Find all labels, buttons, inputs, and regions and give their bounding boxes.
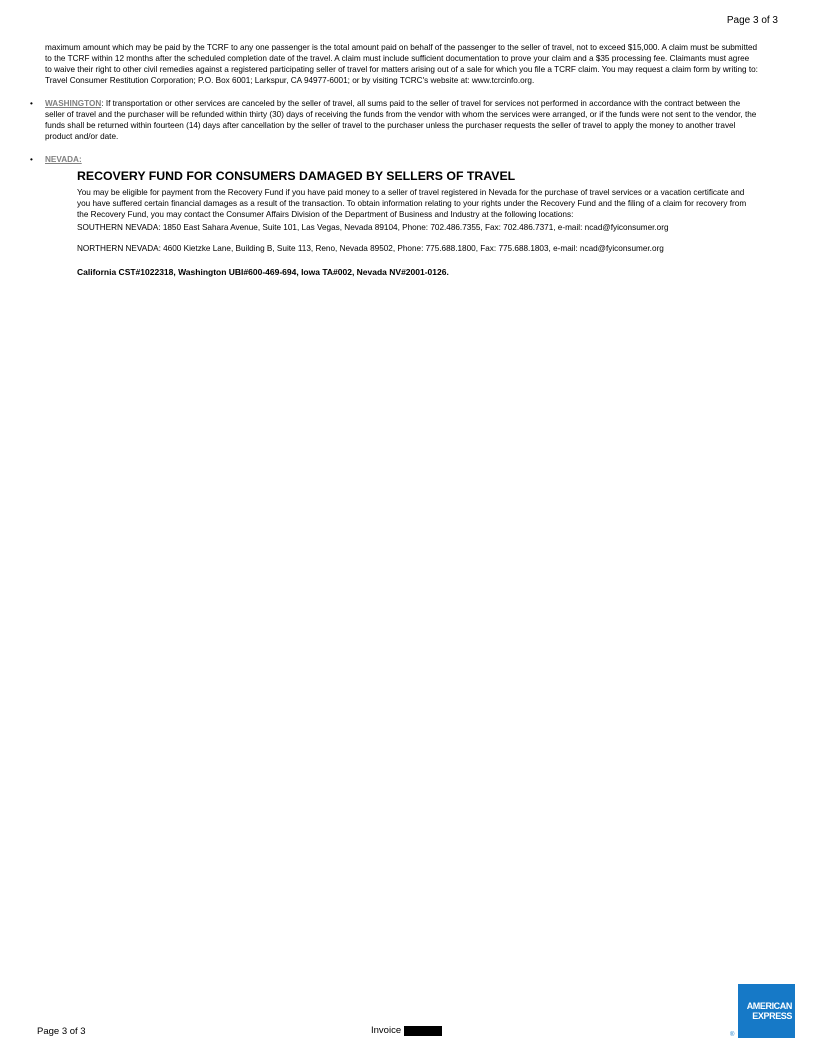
southern-nevada-address: SOUTHERN NEVADA: 1850 East Sahara Avenue, Suite 101, Las Vegas, Nevada 89104, Phone: 702.486.7355, Fax: 702.486.7371, e-mail: ncad@fyiconsumer.org: [77, 223, 669, 232]
bullet-marker: •: [30, 155, 33, 164]
washington-section: [30, 98, 758, 142]
page-number-footer: Page 3 of 3: [37, 1026, 86, 1037]
logo-text-american: AMERICAN: [746, 1001, 792, 1011]
registered-mark-icon: ®: [730, 1032, 735, 1038]
american-express-logo: [738, 984, 795, 1038]
recovery-fund-paragraph: You may be eligible for payment from the Recovery Fund if you have paid money to a seller of travel registered in Nevada for the purchase of travel services or a vacation certificate and you have suffered certain financial damages as a result of the transaction. To obtain information relating to your rights under the Recovery Fund and the filing of a claim for recovery from the Recovery Fund, you may contact the Consumer Affairs Division of the Department of Business and Industry at the following locations:: [77, 188, 747, 219]
invoice-label: [371, 1025, 442, 1036]
document-body: [30, 42, 758, 278]
recovery-fund-heading: RECOVERY FUND FOR CONSUMERS DAMAGED BY SELLERS OF TRAVEL: [77, 169, 516, 183]
nevada-link[interactable]: NEVADA:: [45, 155, 82, 164]
washington-link[interactable]: WASHINGTON: [45, 99, 102, 108]
nevada-section: [30, 154, 758, 165]
washington-text: : If transportation or other services are canceled by the seller of travel, all sums paid to the seller of travel for services not performed in accordance with the contract between the seller of travel and the purchaser will be refunded within thirty (30) days of receiving the funds from the vendor with whom the services were arranged, or if the funds were not sent to the vendor, the funds shall be returned within fourteen (14) days after cancellation by the seller of travel to the purchaser unless the purchaser requests the seller of travel to apply the money to another travel product and/or date.: [45, 99, 757, 141]
registration-numbers: California CST#1022318, Washington UBI#600-469-694, Iowa TA#002, Nevada NV#2001-0126.: [77, 267, 449, 277]
nevada-recovery-fund: [77, 169, 758, 278]
invoice-text: Invoice: [371, 1025, 402, 1036]
northern-nevada-address: NORTHERN NEVADA: 4600 Kietzke Lane, Building B, Suite 113, Reno, Nevada 89502, Phone: 775.688.1800, Fax: 775.688.1803, e-mail: ncad@fyiconsumer.org: [77, 244, 664, 253]
california-continuation: maximum amount which may be paid by the TCRF to any one passenger is the total amount paid on behalf of the passenger to the seller of travel, not to exceed $15,000. A claim must be submitted to the TCRF within 12 months after the scheduled completion date of the travel. A claim must include sufficient documentation to prove your claim and a $35 processing fee. Claimants must agree to waive their right to other civil remedies against a registered participating seller of travel for matters arising out of a sale for which you file a TCRF claim. You may request a claim form by writing to: Travel Consumer Restitution Corporation; P.O. Box 6001; Larkspur, CA 94977-6001; or by visiting TCRC's website at: www.tcrcinfo.org.: [45, 43, 758, 85]
redacted-invoice-number: [404, 1026, 442, 1036]
page-number-top: Page 3 of 3: [726, 15, 778, 26]
bullet-marker: •: [30, 99, 33, 108]
logo-text-express: EXPRESS: [752, 1011, 792, 1021]
